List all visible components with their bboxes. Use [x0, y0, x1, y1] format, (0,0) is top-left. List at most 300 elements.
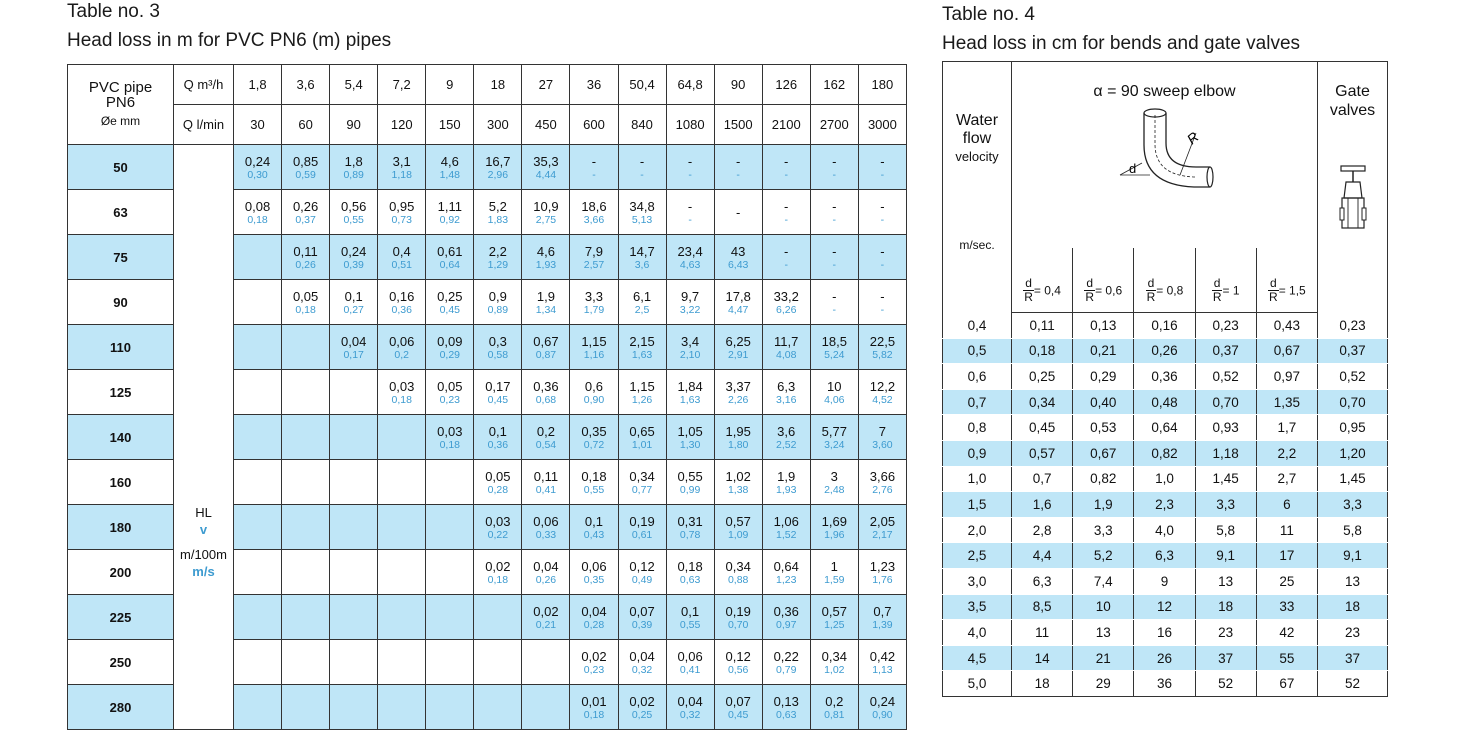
gate-header-line1: Gate [1335, 83, 1370, 100]
headloss-cell: 1,45 [1195, 466, 1256, 492]
velocity-value: 0,32 [631, 664, 653, 676]
velocity-cell: 2,0 [943, 517, 1012, 543]
headloss-value: 10,9 [533, 199, 559, 214]
headloss-cell [714, 145, 762, 190]
velocity-value: 0,28 [487, 484, 509, 496]
pipe-header-line2: PN6 [105, 94, 136, 111]
headloss-value: - [735, 205, 741, 220]
headloss-cell [570, 415, 618, 460]
headloss-value: 0,18 [677, 559, 703, 574]
headloss-cell [282, 460, 330, 505]
headloss-value: 1,9 [777, 469, 796, 484]
headloss-cell [330, 685, 378, 730]
headloss-cell [810, 235, 858, 280]
velocity-value: - [880, 259, 885, 271]
velocity-value: 0,37 [295, 214, 316, 226]
velocity-value: 1,23 [776, 574, 797, 586]
velocity-value: 0,72 [583, 439, 605, 451]
headloss-value: 17,8 [725, 289, 751, 304]
velocity-value: 0,59 [295, 169, 316, 181]
headloss-cell: 7,4 [1073, 568, 1134, 594]
velocity-value: 0,39 [631, 619, 653, 631]
headloss-cell [618, 685, 666, 730]
headloss-cell [714, 325, 762, 370]
headloss-value: 7 [878, 424, 887, 439]
headloss-cell [570, 325, 618, 370]
q-m3h-value: 3,6 [282, 65, 330, 105]
headloss-cell [522, 325, 570, 370]
headloss-cell [618, 370, 666, 415]
headloss-value: 0,19 [629, 514, 655, 529]
headloss-value: 18,6 [581, 199, 607, 214]
velocity-cell: 1,5 [943, 492, 1012, 518]
velocity-value: 4,47 [727, 304, 749, 316]
headloss-cell: 1,6 [1012, 492, 1073, 518]
velocity-value: 0,99 [679, 484, 701, 496]
velocity-value: 1,39 [872, 619, 893, 631]
pipe-diameter: 250 [68, 640, 174, 685]
hl-unit: m/100m [180, 547, 227, 562]
headloss-cell [858, 145, 906, 190]
headloss-cell: 0,29 [1073, 364, 1134, 390]
headloss-cell [234, 145, 282, 190]
headloss-cell [762, 145, 810, 190]
table4-subtitle: Head loss in cm for bends and gate valves [942, 33, 1301, 54]
headloss-cell [666, 505, 714, 550]
headloss-cell: 0,21 [1073, 338, 1134, 364]
velocity-value: 0,64 [439, 259, 460, 271]
table4-title: Table no. 4 [942, 4, 1035, 25]
velocity-value: 0,29 [439, 349, 460, 361]
pipe-diameter: 90 [68, 280, 174, 325]
headloss-cell: 13 [1195, 568, 1256, 594]
headloss-cell [762, 685, 810, 730]
velocity-value: 2,91 [727, 349, 749, 361]
velocity-value: - [832, 304, 837, 316]
velocity-value: 0,18 [247, 214, 268, 226]
headloss-value: - [832, 244, 837, 259]
velocity-value: 3,24 [824, 439, 845, 451]
headloss-value: - [639, 154, 645, 169]
headloss-cell: 1,18 [1195, 440, 1256, 466]
velocity-value: 3,60 [872, 439, 893, 451]
q-lmin-label: Q l/min [174, 105, 234, 145]
frac-numerator: d [1025, 276, 1032, 290]
velocity-value: 3,66 [583, 214, 605, 226]
velocity-value: 6,26 [776, 304, 797, 316]
headloss-cell: 0,37 [1318, 338, 1388, 364]
headloss-value: 3,37 [725, 379, 751, 394]
velocity-header-line3: velocity [955, 149, 999, 164]
headloss-value: 3,1 [392, 154, 411, 169]
table-row [943, 466, 1388, 492]
headloss-cell [810, 550, 858, 595]
headloss-cell [810, 415, 858, 460]
headloss-value: 0,24 [341, 244, 367, 259]
velocity-value: 2,26 [727, 394, 749, 406]
pipe-diameter: 280 [68, 685, 174, 730]
headloss-cell [234, 370, 282, 415]
velocity-value: - [832, 259, 837, 271]
q-lmin-value: 2100 [762, 105, 810, 145]
headloss-cell [282, 550, 330, 595]
headloss-cell: 0,67 [1073, 440, 1134, 466]
velocity-value: - [640, 169, 644, 181]
velocity-value: 0,39 [343, 259, 364, 271]
headloss-cell [426, 325, 474, 370]
velocity-value: - [832, 214, 837, 226]
headloss-value: 3,6 [777, 424, 796, 439]
ratio-header [1134, 248, 1195, 313]
headloss-value: 0,06 [389, 334, 415, 349]
headloss-value: 0,1 [681, 604, 700, 619]
velocity-value: 1,93 [776, 484, 797, 496]
headloss-cell: 1,20 [1318, 440, 1388, 466]
velocity-cell: 4,5 [943, 645, 1012, 671]
table-row [943, 389, 1388, 415]
headloss-cell: 0,52 [1318, 364, 1388, 390]
headloss-cell [762, 325, 810, 370]
headloss-value: 1,9 [536, 289, 555, 304]
headloss-cell: 18 [1318, 594, 1388, 620]
table3-subtitle: Head loss in m for PVC PN6 (m) pipes [67, 30, 392, 51]
headloss-cell [810, 595, 858, 640]
headloss-value: 2,15 [629, 334, 655, 349]
velocity-value: - [688, 169, 692, 181]
headloss-cell [522, 595, 570, 640]
headloss-value: 5,77 [821, 424, 847, 439]
headloss-cell [618, 145, 666, 190]
velocity-value: 1,18 [391, 169, 412, 181]
velocity-value: 0,45 [487, 394, 509, 406]
q-lmin-value: 840 [618, 105, 666, 145]
headloss-cell [282, 505, 330, 550]
headloss-cell: 0,57 [1012, 440, 1073, 466]
headloss-cell: 0,26 [1134, 338, 1195, 364]
headloss-cell: 0,16 [1134, 313, 1195, 339]
headloss-cell [282, 640, 330, 685]
velocity-value: 3,22 [679, 304, 701, 316]
velocity-value: 0,56 [727, 664, 749, 676]
headloss-cell [234, 595, 282, 640]
velocity-value: 0,77 [631, 484, 653, 496]
headloss-value: - [591, 154, 597, 169]
headloss-cell: 14 [1012, 645, 1073, 671]
headloss-cell: 36 [1134, 671, 1195, 697]
q-lmin-value: 600 [570, 105, 618, 145]
headloss-value: 0,7 [873, 604, 892, 619]
headloss-value: - [735, 154, 741, 169]
velocity-value: 0,43 [583, 529, 605, 541]
headloss-cell [762, 415, 810, 460]
headloss-cell: 67 [1256, 671, 1317, 697]
headloss-cell [474, 505, 522, 550]
headloss-cell: 12 [1134, 594, 1195, 620]
velocity-header-line2: flow [962, 130, 992, 147]
velocity-value: 1,59 [824, 574, 845, 586]
velocity-value: 0,89 [343, 169, 364, 181]
headloss-cell [762, 280, 810, 325]
velocity-value: 1,25 [824, 619, 845, 631]
headloss-cell: 42 [1256, 620, 1317, 646]
headloss-cell [426, 145, 474, 190]
headloss-value: 0,03 [437, 424, 463, 439]
gate-header-line2: valves [1329, 102, 1376, 119]
headloss-value: 1,15 [629, 379, 655, 394]
headloss-cell: 52 [1195, 671, 1256, 697]
headloss-value: 5,2 [488, 199, 507, 214]
headloss-value: 0,17 [485, 379, 511, 394]
velocity-value: 0,89 [487, 304, 509, 316]
velocity-value: - [880, 214, 885, 226]
headloss-cell [666, 235, 714, 280]
headloss-cell: 0,25 [1012, 364, 1073, 390]
head-loss-pvc-table [67, 64, 907, 730]
velocity-value: 0,36 [487, 439, 509, 451]
headloss-cell [522, 685, 570, 730]
headloss-cell: 55 [1256, 645, 1317, 671]
q-lmin-value: 30 [234, 105, 282, 145]
pipe-diameter: 140 [68, 415, 174, 460]
headloss-cell: 0,48 [1134, 389, 1195, 415]
headloss-cell [378, 415, 426, 460]
headloss-value: 0,26 [292, 199, 319, 214]
headloss-cell [762, 370, 810, 415]
headloss-value: 0,1 [344, 289, 363, 304]
headloss-value: 3 [830, 469, 838, 484]
headloss-value: 0,56 [341, 199, 367, 214]
headloss-value: 0,61 [437, 244, 463, 259]
headloss-value: 16,7 [485, 154, 511, 169]
velocity-value: 4,44 [535, 169, 557, 181]
velocity-value: 5,13 [631, 214, 653, 226]
ratio-value: = 0,4 [1033, 283, 1061, 298]
headloss-cell [282, 190, 330, 235]
headloss-cell [378, 235, 426, 280]
headloss-cell [522, 190, 570, 235]
headloss-cell [858, 640, 906, 685]
headloss-value: 0,13 [773, 694, 799, 709]
table-row [943, 594, 1388, 620]
velocity-value: 0,22 [487, 529, 509, 541]
headloss-cell [330, 325, 378, 370]
q-m3h-value: 50,4 [618, 65, 666, 105]
velocity-value: - [784, 259, 788, 271]
pipe-diameter: 160 [68, 460, 174, 505]
table-row [943, 517, 1388, 543]
headloss-cell: 3,3 [1195, 492, 1256, 518]
headloss-cell: 37 [1195, 645, 1256, 671]
velocity-value: 1,96 [824, 529, 845, 541]
velocity-value: 0,49 [631, 574, 653, 586]
ratio-value: = 0,6 [1095, 283, 1123, 298]
headloss-cell [666, 685, 714, 730]
headloss-cell: 11 [1012, 620, 1073, 646]
headloss-value: 0,01 [581, 694, 607, 709]
headloss-cell [234, 550, 282, 595]
headloss-cell [426, 685, 474, 730]
q-lmin-value: 450 [522, 105, 570, 145]
velocity-cell: 4,0 [943, 620, 1012, 646]
headloss-value: 0,64 [773, 559, 799, 574]
headloss-cell: 0,11 [1012, 313, 1073, 339]
frac-denominator: R [1085, 290, 1095, 304]
headloss-cell: 3,3 [1318, 492, 1388, 518]
velocity-value: 0,90 [872, 709, 893, 721]
headloss-cell [618, 640, 666, 685]
q-lmin-value: 3000 [858, 105, 906, 145]
headloss-cell [714, 415, 762, 460]
headloss-value: 0,36 [533, 379, 559, 394]
ratio-header [1012, 248, 1073, 313]
headloss-cell: 0,82 [1073, 466, 1134, 492]
headloss-cell [762, 190, 810, 235]
headloss-value: 1,11 [437, 199, 462, 214]
table-row [943, 364, 1388, 390]
headloss-cell: 9 [1134, 568, 1195, 594]
headloss-cell: 0,95 [1318, 415, 1388, 441]
headloss-cell: 2,8 [1012, 517, 1073, 543]
table-row [943, 492, 1388, 518]
headloss-cell [282, 325, 330, 370]
headloss-value: 2,2 [488, 244, 507, 259]
headloss-cell [426, 370, 474, 415]
q-m3h-value: 18 [474, 65, 522, 105]
velocity-value: 4,06 [824, 394, 845, 406]
headloss-value: 3,66 [869, 469, 896, 484]
headloss-cell [570, 280, 618, 325]
headloss-cell: 5,8 [1318, 517, 1388, 543]
headloss-value: - [832, 199, 837, 214]
headloss-value: 33,2 [773, 289, 799, 304]
velocity-value: 0,28 [583, 619, 605, 631]
velocity-header-line1: Water [955, 112, 999, 129]
headloss-cell [810, 505, 858, 550]
velocity-value: 5,24 [824, 349, 845, 361]
q-m3h-value: 27 [522, 65, 570, 105]
headloss-cell [810, 640, 858, 685]
headloss-cell [378, 145, 426, 190]
velocity-value: 0,92 [439, 214, 460, 226]
headloss-cell [234, 460, 282, 505]
headloss-value: 4,6 [440, 154, 459, 169]
headloss-cell: 0,7 [1012, 466, 1073, 492]
headloss-value: 0,06 [533, 514, 559, 529]
headloss-cell: 0,67 [1256, 338, 1317, 364]
headloss-value: 43 [730, 244, 746, 259]
velocity-value: 0,2 [394, 349, 410, 361]
headloss-cell: 0,34 [1012, 389, 1073, 415]
headloss-value: 0,34 [629, 469, 655, 484]
q-m3h-value: 64,8 [666, 65, 714, 105]
headloss-value: 0,11 [293, 244, 318, 259]
velocity-cell: 0,9 [943, 440, 1012, 466]
headloss-cell [762, 550, 810, 595]
headloss-value: 12,2 [869, 379, 896, 394]
headloss-cell [282, 145, 330, 190]
table-row [68, 145, 907, 190]
velocity-value: 2,76 [872, 484, 893, 496]
velocity-value: 0,63 [776, 709, 797, 721]
headloss-cell [762, 595, 810, 640]
frac-numerator: d [1270, 276, 1277, 290]
headloss-cell [474, 280, 522, 325]
headloss-cell [714, 280, 762, 325]
velocity-cell: 0,8 [943, 415, 1012, 441]
headloss-value: 0,42 [869, 649, 896, 664]
pipe-diameter: 50 [68, 145, 174, 190]
table-row [943, 440, 1388, 466]
headloss-cell [522, 145, 570, 190]
headloss-cell [762, 505, 810, 550]
headloss-cell [330, 370, 378, 415]
headloss-cell [330, 235, 378, 280]
headloss-cell [234, 685, 282, 730]
ratio-header [1195, 248, 1256, 313]
headloss-cell [666, 325, 714, 370]
headloss-cell [570, 595, 618, 640]
velocity-value: 2,57 [583, 259, 605, 271]
velocity-value: 1,79 [583, 304, 605, 316]
frac-numerator: d [1147, 276, 1155, 290]
velocity-cell: 3,0 [943, 568, 1012, 594]
headloss-cell: 33 [1256, 594, 1317, 620]
q-m3h-value: 5,4 [330, 65, 378, 105]
table-row [943, 415, 1388, 441]
pipe-diameter: 75 [68, 235, 174, 280]
velocity-value: 1,63 [631, 349, 653, 361]
velocity-value: 4,63 [679, 259, 701, 271]
headloss-cell [474, 235, 522, 280]
velocity-cell: 0,4 [943, 313, 1012, 339]
headloss-cell: 23 [1318, 620, 1388, 646]
headloss-cell: 0,43 [1256, 313, 1317, 339]
velocity-value: 1,26 [631, 394, 653, 406]
headloss-cell [378, 190, 426, 235]
velocity-value: 1,63 [679, 394, 701, 406]
headloss-cell: 6,3 [1134, 543, 1195, 569]
headloss-cell: 13 [1073, 620, 1134, 646]
headloss-value: 10 [827, 379, 842, 394]
headloss-cell [810, 370, 858, 415]
headloss-cell [666, 595, 714, 640]
headloss-cell [714, 640, 762, 685]
headloss-value: 0,6 [584, 379, 603, 394]
velocity-value: 0,61 [631, 529, 653, 541]
velocity-value: 3,6 [634, 259, 650, 271]
headloss-cell: 26 [1134, 645, 1195, 671]
headloss-cell [714, 460, 762, 505]
headloss-cell [522, 640, 570, 685]
headloss-cell [762, 460, 810, 505]
headloss-value: 0,2 [536, 424, 555, 439]
headloss-cell [570, 460, 618, 505]
headloss-value: 0,04 [533, 559, 559, 574]
headloss-cell [714, 370, 762, 415]
headloss-cell: 6 [1256, 492, 1317, 518]
velocity-value: 0,73 [391, 214, 412, 226]
velocity-value: 0,26 [295, 259, 316, 271]
headloss-value: 0,3 [488, 334, 507, 349]
headloss-cell [330, 280, 378, 325]
headloss-value: 3,3 [584, 289, 603, 304]
velocity-unit: m/sec. [959, 238, 995, 252]
pipe-header-line3: Øe mm [100, 114, 141, 128]
headloss-cell: 6,3 [1012, 568, 1073, 594]
velocity-value: 0,58 [487, 349, 509, 361]
hl-label: HL [195, 505, 212, 520]
headloss-cell [618, 460, 666, 505]
